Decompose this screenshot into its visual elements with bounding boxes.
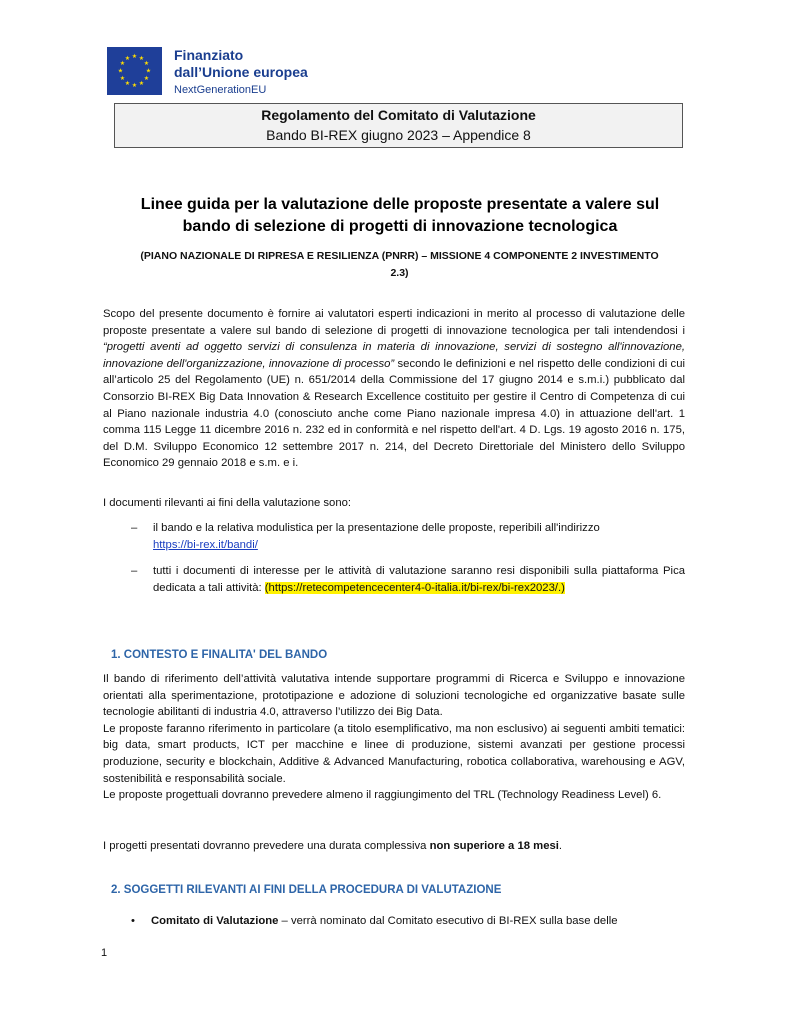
documents-list — [103, 520, 685, 606]
pica-platform-link[interactable]: (https://retecompetencecenter4-0-italia.it/bi-rex/bi-rex2023/.) — [264, 581, 565, 594]
eu-logo-text — [174, 47, 308, 97]
svg-text:★: ★ — [119, 75, 126, 82]
subtitle-line-2: 2.3) — [390, 267, 409, 279]
list-item — [103, 520, 685, 553]
intro-italic-quote: “progetti aventi ad oggetto servizi di consulenza in materia di innovazione, servizi di sostegno all'innovazione, innovazione dell'organizzazione, innovazione di processo” — [103, 341, 685, 370]
title-line-2: bando di selezione di progetti di innovazione tecnologica — [182, 218, 618, 235]
document-header-box — [114, 103, 683, 148]
page-title — [80, 194, 720, 238]
svg-text:★: ★ — [138, 55, 145, 62]
svg-text:★: ★ — [143, 75, 150, 82]
logo-line-1: Finanziato — [174, 47, 244, 63]
svg-text:★: ★ — [117, 67, 124, 75]
bullet-dot: • — [131, 915, 135, 927]
logo-line-2: dall’Unione europea — [174, 64, 308, 80]
section-1-body — [103, 671, 685, 804]
duration-end: . — [558, 840, 563, 852]
title-line-1: Linee guida per la valutazione delle proposte presentate a valere sul — [140, 196, 660, 213]
list-item — [103, 563, 685, 596]
section-1-paragraph-4 — [103, 838, 685, 855]
svg-text:★: ★ — [124, 80, 131, 87]
title-subtitle — [112, 248, 687, 282]
svg-text:★: ★ — [143, 60, 150, 67]
subtitle-line-1: (PIANO NAZIONALE DI RIPRESA E RESILIENZA (PNRR) – MISSIONE 4 COMPONENTE 2 INVESTIMENTO — [140, 250, 659, 262]
comitato-label: Comitato di Valutazione — [151, 915, 279, 927]
section-2-list-item — [131, 913, 691, 930]
svg-text:★: ★ — [138, 80, 145, 87]
intro-paragraph — [103, 306, 685, 472]
bullet-1-text: il bando e la relativa modulistica per la presentazione delle proposte, reperibili all'indirizzo — [153, 522, 600, 534]
header-title: Regolamento del Comitato di Valutazione — [261, 107, 536, 123]
svg-text:★: ★ — [124, 55, 131, 62]
duration-bold: non superiore a 18 mesi — [429, 840, 559, 852]
section-1-paragraph-1: Il bando di riferimento dell’attività valutativa intende supportare programmi di Ricerca e Sviluppo e innovazione orientati alla sperimentazione, prototipazione e adozione di soluzioni tecnologiche ed organizzative basate sulle tecnologie abilitanti di industria 4.0, attraverso l’utilizzo dei Big Data. — [103, 673, 685, 719]
logo-line-3: NextGenerationEU — [174, 84, 267, 96]
documents-intro: I documenti rilevanti ai fini della valutazione sono: — [103, 497, 352, 509]
section-2-heading: 2. SOGGETTI RILEVANTI AI FINI DELLA PROCEDURA DI VALUTAZIONE — [111, 884, 502, 896]
duration-text: I progetti presentati dovranno prevedere una durata complessiva — [103, 840, 430, 852]
intro-text-2: secondo le definizioni e nel rispetto delle condizioni di cui all’articolo 25 del Regolamento (UE) n. 651/2014 della Commissione del 17 giugno 2014 e s.m.i.) pubblicato dal Consorzio BI-REX Big Data Innovation & Research Excellence costituito per gestire il Centro di Competenza di cui al Piano nazionale industria 4.0 (conosciuto anche come Piano nazionale impresa 4.0) in attuazione dell'art. 1 comma 115 Legge 11 dicembre 2016 n. 232 ed in conformità e nel rispetto dell'art. 4 D. Lgs. 19 agosto 2016 n. 175, del D.M. Sviluppo Economico 12 settembre 2017 n. 214, del Decreto Direttoriale del Ministero dello Sviluppo Economico 29 gennaio 2018 e s.m. e i. — [103, 357, 685, 470]
dash-bullet: – — [131, 565, 138, 578]
header-subtitle: Bando BI-REX giugno 2023 – Appendice 8 — [266, 127, 531, 143]
bandi-link[interactable]: https://bi-rex.it/bandi/ — [153, 538, 258, 551]
svg-text:★: ★ — [119, 60, 126, 67]
svg-text:★: ★ — [131, 53, 138, 60]
comitato-text: – verrà nominato dal Comitato esecutivo di BI-REX sulla base delle — [278, 915, 618, 927]
section-1-heading: 1. CONTESTO E FINALITA' DEL BANDO — [111, 649, 328, 661]
section-1-paragraph-2: Le proposte faranno riferimento in particolare (a titolo esemplificativo, ma non esclusivo) ai seguenti ambiti tematici: big data, smart products, ICT per macchine e linee di produzione, sistemi avanzati per gestione processi produzione, security e blockchain, Additive & Advanced Manufacturing, robotica collaborativa, warehousing e AGV, sostenibilità e responsabilità sociale. — [103, 722, 685, 785]
svg-text:★: ★ — [131, 82, 138, 89]
svg-text:★: ★ — [145, 67, 152, 75]
bullet-2-text: tutti i documenti di interesse per le attività di valutazione saranno resi disponibili sulla piattaforma Pica dedicata a tali attività: — [153, 565, 685, 594]
section-1-paragraph-3: Le proposte progettuali dovranno prevedere almeno il raggiungimento del TRL (Technology Readiness Level) 6. — [103, 789, 662, 802]
eu-flag-icon — [107, 47, 162, 95]
intro-text-1: Scopo del presente documento è fornire ai valutatori esperti indicazioni in merito al processo di valutazione delle proposte presentate a valere sul bando di selezione di progetti di innovazione tecnologica per tali intendendosi i — [103, 308, 685, 337]
dash-bullet: – — [131, 522, 138, 534]
page-number: 1 — [101, 947, 108, 959]
